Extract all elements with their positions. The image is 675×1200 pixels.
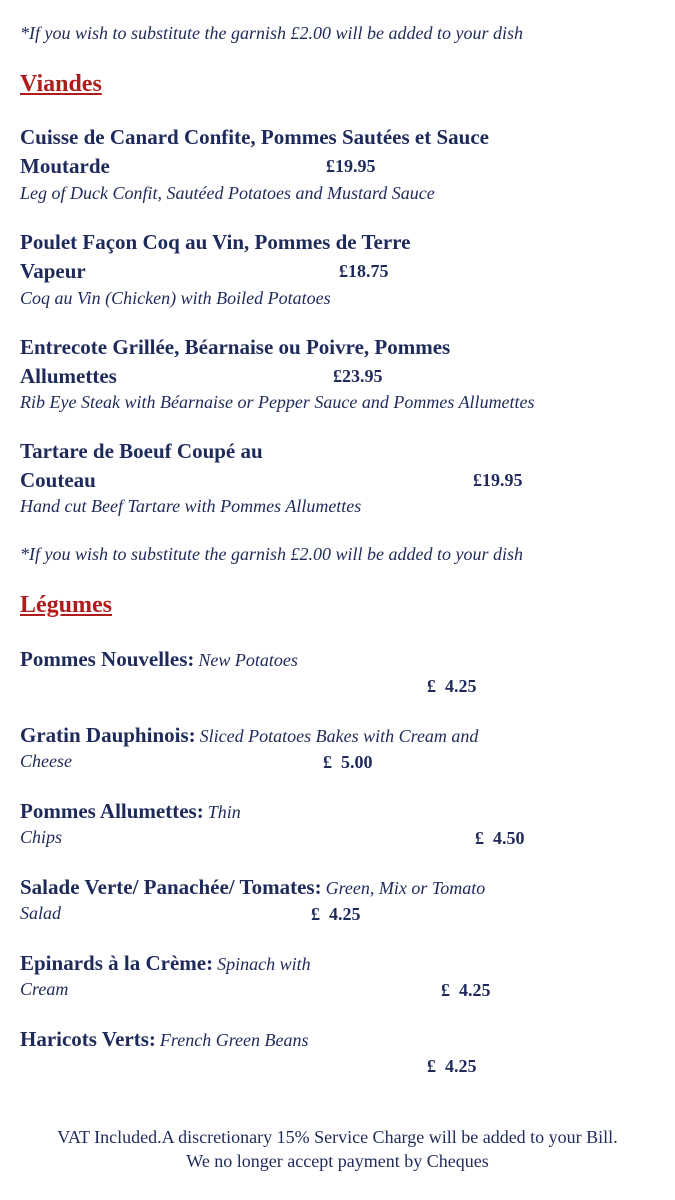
menu-item-price: £19.95 <box>473 470 523 490</box>
side-item-name: Pommes Nouvelles: <box>20 647 195 671</box>
side-item-price: £ 4.25 <box>311 904 361 924</box>
garnish-note: *If you wish to substitute the garnish £2.00 will be added to your dish <box>20 544 523 564</box>
garnish-note-top: *If you wish to substitute the garnish £2.00 will be added to your dish <box>20 23 523 43</box>
side-item-description-cont: Chips <box>20 827 63 847</box>
side-item-line <box>20 647 298 672</box>
side-item-description: Spinach with <box>217 954 311 974</box>
side-item-price: £ 4.25 <box>441 980 491 1000</box>
menu-item-price: £18.75 <box>339 261 389 281</box>
footer-vat-service-note: VAT Included.A discretionary 15% Service Charge will be added to your Bill. <box>57 1127 618 1147</box>
side-item-line <box>20 799 241 824</box>
side-item-description: New Potatoes <box>198 650 298 670</box>
side-item-description: Thin <box>207 802 241 822</box>
side-item-description: Green, Mix or Tomato <box>325 878 486 898</box>
side-item-name: Haricots Verts: <box>20 1027 156 1051</box>
side-item-line <box>20 951 311 976</box>
footer-payment-note: We no longer accept payment by Cheques <box>186 1151 489 1171</box>
side-item-line <box>20 875 485 900</box>
side-item-description-cont: Cheese <box>20 751 72 771</box>
side-item-name: Epinards à la Crème: <box>20 951 214 975</box>
side-item-description-cont: Cream <box>20 979 69 999</box>
menu-item-price: £19.95 <box>326 156 376 176</box>
section-heading-viandes: Viandes <box>20 71 102 97</box>
menu-item-english-description: Rib Eye Steak with Béarnaise or Pepper Sauce and Pommes Allumettes <box>20 392 535 412</box>
menu-item-french-name: Entrecote Grillée, Béarnaise ou Poivre, Pommes <box>20 335 451 359</box>
side-item-line <box>20 1027 309 1052</box>
menu-item-french-name: Poulet Façon Coq au Vin, Pommes de Terre <box>20 230 411 254</box>
menu-item-english-description: Hand cut Beef Tartare with Pommes Allumettes <box>20 496 362 516</box>
menu-item-french-name: Tartare de Boeuf Coupé au <box>20 439 263 463</box>
side-item-name: Gratin Dauphinois: <box>20 723 196 747</box>
menu-item-french-name-cont: Allumettes <box>20 364 117 388</box>
section-heading-legumes: Légumes <box>20 592 112 618</box>
side-item-description: French Green Beans <box>159 1030 309 1050</box>
menu-item-english-description: Leg of Duck Confit, Sautéed Potatoes and Mustard Sauce <box>20 183 435 203</box>
side-item-price: £ 4.25 <box>427 1056 477 1076</box>
side-item-price: £ 4.50 <box>475 828 525 848</box>
menu-item-price: £23.95 <box>333 366 383 386</box>
side-item-line <box>20 723 478 748</box>
side-item-description-cont: Salad <box>20 903 62 923</box>
side-item-description: Sliced Potatoes Bakes with Cream and <box>199 726 479 746</box>
menu-item-french-name-cont: Couteau <box>20 468 96 492</box>
menu-item-french-name: Cuisse de Canard Confite, Pommes Sautées et Sauce <box>20 125 489 149</box>
side-item-price: £ 5.00 <box>323 752 373 772</box>
menu-item-english-description: Coq au Vin (Chicken) with Boiled Potatoes <box>20 288 331 308</box>
menu-item-french-name-cont: Vapeur <box>20 259 86 283</box>
side-item-name: Salade Verte/ Panachée/ Tomates: <box>20 875 322 899</box>
side-item-name: Pommes Allumettes: <box>20 799 204 823</box>
menu-item-french-name-cont: Moutarde <box>20 154 110 178</box>
side-item-price: £ 4.25 <box>427 676 477 696</box>
